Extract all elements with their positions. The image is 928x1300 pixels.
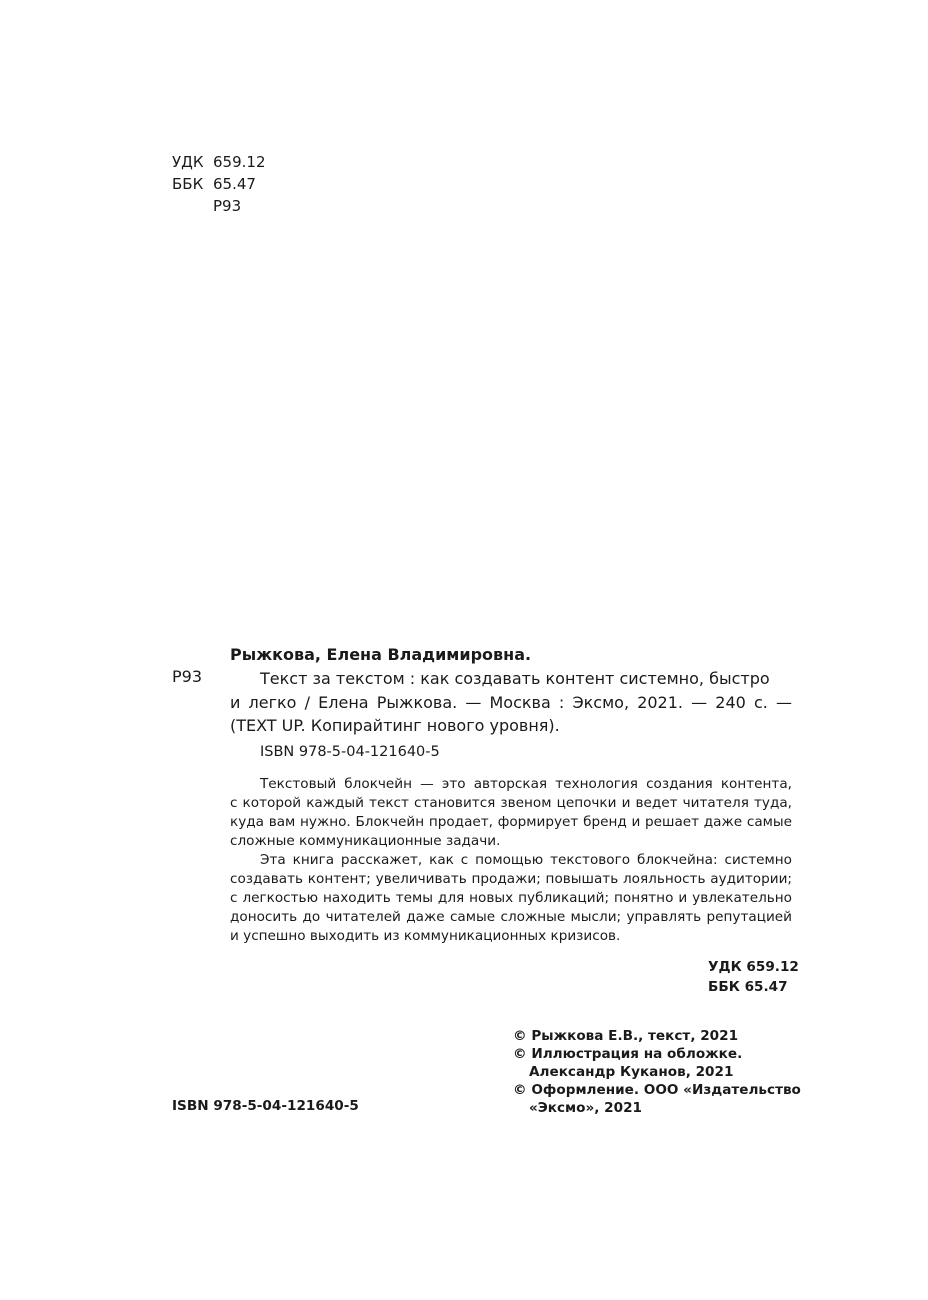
bbk-value: 65.47 (213, 175, 256, 193)
author-code: Р93 (172, 667, 203, 686)
udk-code: УДК 659.12 (708, 959, 799, 975)
bbk-code: ББК 65.47 (708, 979, 788, 995)
classification-block (172, 151, 266, 217)
udk-label: УДК (172, 153, 204, 171)
classification-codes (640, 957, 799, 997)
annotation (230, 775, 792, 946)
udk-value: 659.12 (213, 153, 266, 171)
copyright-line: «Эксмо», 2021 (529, 1100, 643, 1116)
annotation-line: сложные коммуникационные задачи. (230, 833, 501, 849)
bib-line-3: (TEXT UP. Копирайтинг нового уровня). (230, 716, 560, 735)
copyright-line: © Рыжкова Е.В., текст, 2021 (513, 1028, 739, 1044)
author-code-top: Р93 (213, 197, 242, 215)
udk-row (172, 151, 266, 173)
annotation-line: Текстовый блокчейн — это авторская технология создания контента, (260, 776, 792, 792)
copyright-line: © Оформление. ООО «Издательство (513, 1082, 801, 1098)
bib-line-1: Текст за текстом : как создавать контент системно, быстро (260, 669, 770, 688)
bibliographic-description (230, 667, 792, 738)
bbk-label: ББК (172, 175, 204, 193)
bib-line-2: и легко / Елена Рыжкова. — Москва : Эксмо, 2021. — 240 с. — (230, 692, 792, 712)
annotation-line: доносить до читателей даже самые сложные мысли; управлять репутацией (230, 909, 792, 925)
annotation-line: и успешно выходить из коммуникационных кризисов. (230, 928, 621, 944)
annotation-line: Эта книга расскажет, как с помощью текстового блокчейна: системно (260, 852, 792, 868)
annotation-line: с которой каждый текст становится звеном цепочки и ведет читателя туда, (230, 795, 792, 811)
copyright-block (513, 1027, 803, 1117)
author-code-row (172, 195, 266, 217)
copyright-line: © Иллюстрация на обложке. (513, 1046, 743, 1062)
annotation-line: с легкостью находить темы для новых публикаций; понятно и увлекательно (230, 890, 792, 906)
annotation-line: создавать контент; увеличивать продажи; повышать лояльность аудитории; (230, 871, 792, 887)
author-name: Рыжкова, Елена Владимировна. (230, 645, 532, 664)
isbn-bottom: ISBN 978-5-04-121640-5 (172, 1098, 359, 1114)
copyright-line: Александр Куканов, 2021 (529, 1064, 734, 1080)
annotation-line: куда вам нужно. Блокчейн продает, формирует бренд и решает даже самые (230, 814, 792, 830)
isbn-record: ISBN 978-5-04-121640-5 (260, 744, 440, 760)
bbk-row (172, 173, 266, 195)
